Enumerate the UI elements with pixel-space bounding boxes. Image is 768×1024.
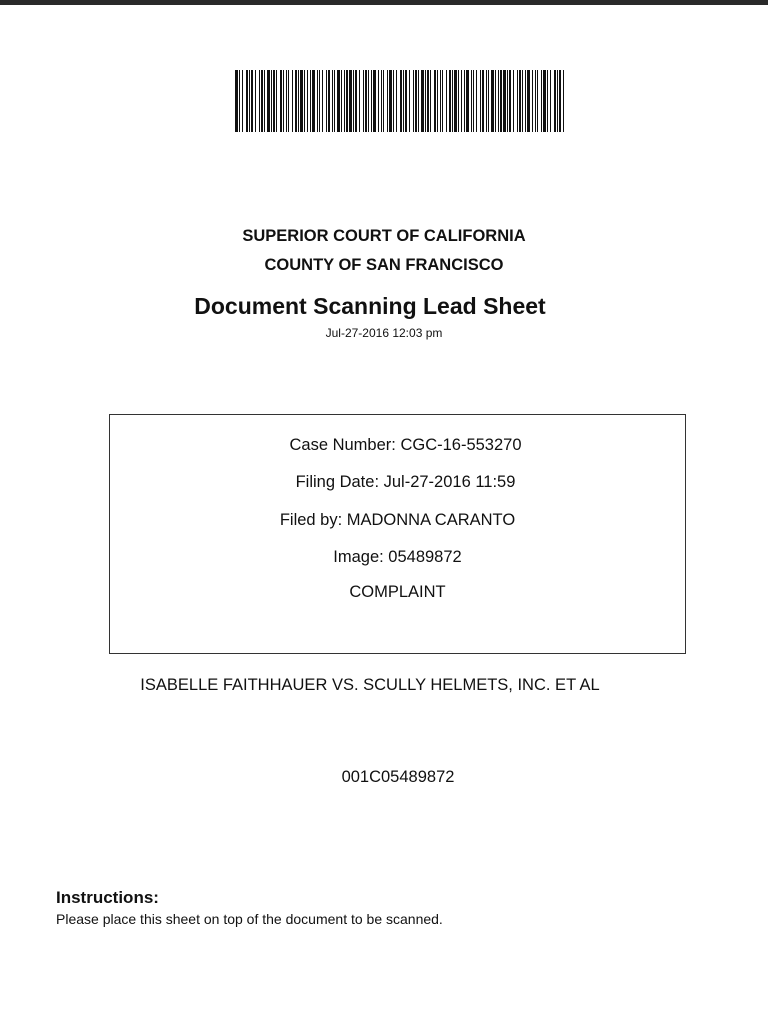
instructions-text: Please place this sheet on top of the document to be scanned.: [56, 911, 443, 927]
case-number: Case Number: CGC-16-553270: [289, 436, 522, 454]
scan-top-edge: [0, 0, 768, 5]
image-number: Image: 05489872: [333, 548, 462, 566]
court-name: SUPERIOR COURT OF CALIFORNIA: [242, 227, 526, 245]
case-info-box: [109, 414, 686, 654]
document-code: 001C05489872: [341, 768, 455, 786]
document-type: COMPLAINT: [349, 583, 446, 601]
filing-date: Filing Date: Jul-27-2016 11:59: [295, 473, 516, 491]
county-name: COUNTY OF SAN FRANCISCO: [264, 256, 504, 274]
instructions-heading: Instructions:: [56, 888, 159, 907]
page-title: Document Scanning Lead Sheet: [194, 293, 546, 319]
filed-by: Filed by: MADONNA CARANTO: [279, 511, 516, 529]
barcode-icon: [235, 70, 567, 132]
print-datetime: Jul-27-2016 12:03 pm: [325, 326, 443, 340]
case-title: ISABELLE FAITHHAUER VS. SCULLY HELMETS, INC. ET AL: [140, 676, 600, 694]
